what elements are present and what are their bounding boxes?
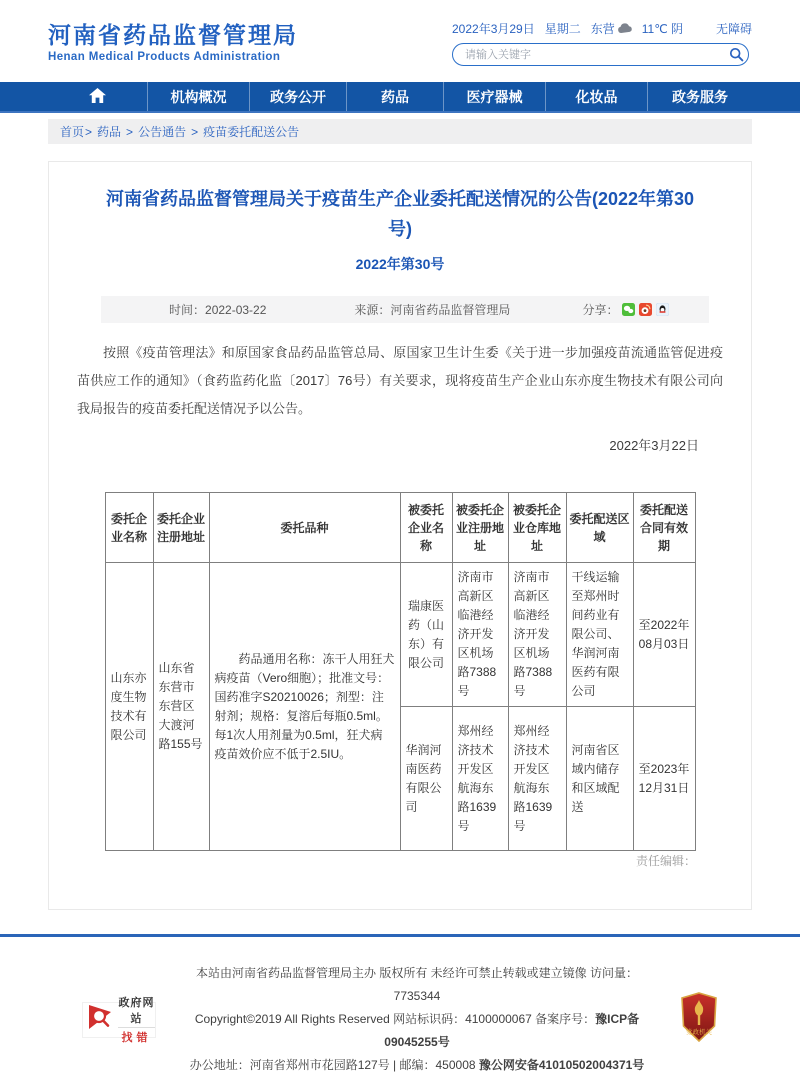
nav-item-label: 医疗器械 [466, 88, 523, 105]
home-icon [89, 88, 106, 106]
share-widget [582, 301, 669, 318]
site-header [0, 0, 800, 82]
nav-item-label: 政务服务 [672, 88, 728, 105]
registered-address-cell: 郑州经济技术开发区航海东路1639号 [452, 707, 508, 851]
nav-item-label: 政务公开 [270, 88, 326, 105]
header-utility-area [452, 20, 752, 66]
current-date: 2022年3月29日 [452, 21, 535, 36]
entrusting-address-cell: 山东省东营市东营区大渡河路155号 [153, 563, 209, 851]
breadcrumb [48, 119, 752, 144]
qq-share-icon[interactable] [656, 303, 669, 316]
nav-item-cosmetics[interactable] [546, 82, 648, 111]
current-weekday: 星期二 [544, 21, 581, 36]
registered-address-cell: 济南市高新区临港经济开发区机场路7388号 [452, 563, 508, 707]
delivery-region-cell: 河南省区域内储存和区域配送 [566, 707, 633, 851]
article-container [48, 161, 752, 910]
party-gov-emblem-icon[interactable] [680, 992, 718, 1047]
breadcrumb-home[interactable]: 首页 [60, 125, 85, 139]
publish-time: 时间：2022-03-22 [169, 303, 267, 317]
article-source: 来源：河南省药品监督管理局 [354, 303, 511, 317]
contract-validity-cell: 至2023年12月31日 [633, 707, 695, 851]
entrusting-company-cell: 山东亦度生物技术有限公司 [105, 563, 153, 851]
article-meta-bar [101, 296, 709, 323]
table-row [105, 563, 695, 707]
breadcrumb-separator: > [191, 124, 199, 139]
entrusted-company-cell: 瑞康医药（山东）有限公司 [400, 563, 452, 707]
search-button[interactable] [728, 47, 744, 63]
nav-item-label: 药品 [381, 88, 409, 105]
search-input[interactable] [452, 43, 749, 66]
site-logo[interactable] [48, 22, 298, 63]
article-sign-date: 2022年3月22日 [609, 438, 699, 453]
article-paragraph: 按照《疫苗管理法》和原国家食品药品监管总局、原国家卫生计生委《关于进一步加强疫苗流通监管促进疫苗供应工作的通知》（食药监药化监〔2017〕76号）有关要求，现将疫苗生产企业山东亦度生物技术有限公司向我局报告的疫苗委托配送情况予以公告。 [77, 345, 723, 416]
col-header: 被委托企业名称 [400, 493, 452, 563]
footer-line1: 本站由河南省药品监督管理局主办 版权所有 未经许可禁止转载或建立镜像 访问量：7735344 [195, 966, 638, 1003]
public-security-record-link[interactable]: 豫公网安备41010502004371号 [478, 1058, 645, 1072]
nav-item-gov-affairs[interactable] [250, 82, 347, 111]
contract-validity-cell: 至2022年08月03日 [633, 563, 695, 707]
breadcrumb-separator: > [126, 124, 134, 139]
col-header: 委托企业注册地址 [153, 493, 209, 563]
col-header: 委托配送合同有效期 [633, 493, 695, 563]
share-label: 分享： [582, 303, 619, 317]
accessibility-link[interactable]: 无障碍 [715, 21, 752, 36]
breadcrumb-notices[interactable]: 公告通告 [138, 125, 187, 139]
nav-item-label: 化妆品 [575, 88, 618, 105]
col-header: 被委托企业注册地址 [452, 493, 508, 563]
search-box [452, 43, 752, 66]
nav-item-label: 机构概况 [170, 88, 227, 105]
nav-item-medical-devices[interactable] [444, 82, 546, 111]
date-weather-row [452, 20, 752, 36]
weather-city: 东营 [590, 21, 615, 36]
weather-temp: 11℃ 阴 [641, 21, 684, 36]
table-header-row [105, 493, 695, 563]
wechat-share-icon[interactable] [622, 303, 635, 316]
search-icon [729, 50, 744, 65]
nav-item-drugs[interactable] [347, 82, 444, 111]
col-header: 委托配送区域 [566, 493, 633, 563]
icp-number: 豫ICP备09045255号 [384, 1012, 640, 1049]
breadcrumb-drugs[interactable]: 药品 [97, 125, 122, 139]
footer-line2: Copyright©2019 All Rights Reserved 网站标识码：4100000067 备案序号：豫ICP备09045255号 [194, 1012, 640, 1049]
nav-item-home[interactable] [48, 82, 148, 111]
breadcrumb-separator: > [85, 124, 93, 139]
site-logo-subtitle: Henan Medical Products Administration [48, 51, 281, 63]
gov-site-error-report-badge[interactable] [82, 997, 156, 1044]
delivery-region-cell: 干线运输至郑州时间药业有限公司、华润河南医药有限公司 [566, 563, 633, 707]
footer-line3: 办公地址：河南省郑州市花园路127号 | 邮编：450008 豫公网安备41010502004371号 [189, 1058, 645, 1072]
col-header: 被委托企业仓库地址 [508, 493, 566, 563]
col-header: 委托企业名称 [105, 493, 153, 563]
col-header: 委托品种 [209, 493, 400, 563]
nav-item-gov-services[interactable] [648, 82, 752, 111]
product-cell: 药品通用名称：冻干人用狂犬病疫苗（Vero细胞）；批准文号：国药准字S20210026；剂型：注射剂；规格：复溶后每瓶0.5ml。每1次人用剂量为0.5ml，狂犬病疫苗效价应不低于2.5IU。 [209, 563, 400, 851]
warehouse-address-cell: 济南市高新区临港经济开发区机场路7388号 [508, 563, 566, 707]
badge-gov-site-label: 政府网站 [118, 994, 155, 1028]
breadcrumb-current: 疫苗委托配送公告 [203, 125, 300, 139]
weibo-share-icon[interactable] [639, 303, 652, 316]
cloud-icon [617, 23, 634, 34]
emblem-label: 党政机关 [686, 1029, 712, 1036]
editor-label: 责任编辑： [635, 854, 696, 868]
document-number: 2022年第30号 [355, 256, 445, 272]
main-nav [0, 82, 800, 113]
footer-text [182, 962, 652, 1077]
entrusted-company-cell: 华润河南医药有限公司 [400, 707, 452, 851]
page-title: 河南省药品监督管理局关于疫苗生产企业委托配送情况的公告(2022年第30号) [105, 189, 695, 239]
warehouse-address-cell: 郑州经济技术开发区航海东路1639号 [508, 707, 566, 851]
nav-item-org-overview[interactable] [148, 82, 250, 111]
site-logo-title: 河南省药品监督管理局 [48, 22, 298, 48]
error-finder-icon [87, 1003, 115, 1036]
delegation-table [105, 492, 696, 851]
badge-find-error-label: 找错 [121, 1032, 152, 1044]
site-footer [0, 937, 800, 1077]
